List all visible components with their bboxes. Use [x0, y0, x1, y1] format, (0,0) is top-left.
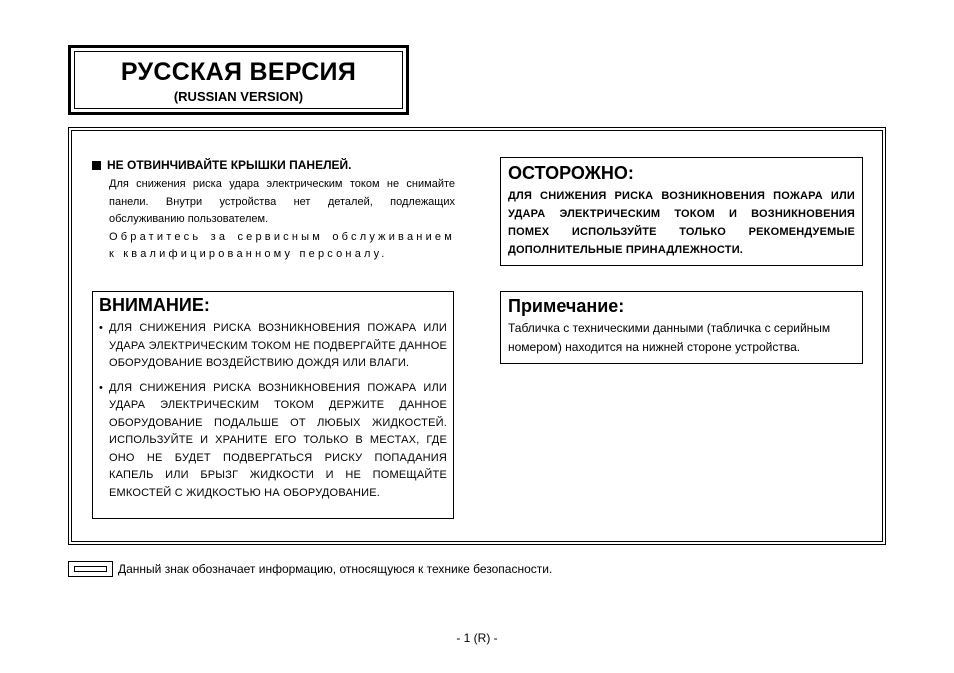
attention-item-text: ДЛЯ СНИЖЕНИЯ РИСКА ВОЗНИКНОВЕНИЯ ПОЖАРА ИЛИ УДАРА ЭЛЕКТРИЧЕСКИМ ТОКОМ ДЕРЖИТЕ ДАННОЕ ОБОРУДОВАНИЕ ПОДАЛЬШЕ ОТ ЛЮБЫХ ЖИДКОСТЕЙ. ИСПОЛЬЗУЙТЕ И ХРАНИТЕ ЕГО ТОЛЬКО В МЕСТАХ, ГДЕ ОНО НЕ БУДЕТ ПОДВЕРГАТЬСЯ РИСКУ ПОПАДАНИЯ КАПЕЛЬ ИЛИ БРЫЗГ ЖИДКОСТИ И НЕ ПОМЕЩАЙТЕ ЕМКОСТЕЙ С ЖИДКОСТЬЮ НА ОБОРУДОВАНИЕ.: [109, 381, 447, 499]
safety-symbol-icon: [68, 561, 113, 577]
panel-warning-paragraph-1: Для снижения риска удара электрическим током не снимайте панели. Внутри устройства нет деталей, подлежащих обслуживанию пользователем.: [109, 178, 455, 225]
note-title: Примечание:: [508, 296, 625, 316]
attention-title: ВНИМАНИЕ:: [99, 295, 210, 315]
bullet-icon: •: [99, 381, 104, 394]
safety-legend: [68, 561, 552, 577]
title-inner-border: [74, 51, 403, 109]
bullet-icon: •: [99, 322, 104, 334]
note-box: [500, 291, 863, 364]
legend-text: Данный знак обозначает информацию, относящуюся к технике безопасности.: [118, 562, 553, 576]
panel-warning-body: [109, 176, 455, 264]
attention-box: [92, 291, 454, 519]
panel-warning-heading: [92, 157, 455, 173]
caution-text: ДЛЯ СНИЖЕНИЯ РИСКА ВОЗНИКНОВЕНИЯ ПОЖАРА ИЛИ УДАРА ЭЛЕКТРИЧЕСКИМ ТОКОМ И ВОЗНИКНОВЕНИЯ ПОМЕХ ИСПОЛЬЗУЙТЕ ТОЛЬКО РЕКОМЕНДУЕМЫЕ ДОПОЛНИТЕЛЬНЫЕ ПРИНАДЛЕЖНОСТИ.: [508, 190, 855, 256]
page-title: РУССКАЯ ВЕРСИЯ: [120, 58, 357, 86]
attention-item-text: ДЛЯ СНИЖЕНИЯ РИСКА ВОЗНИКНОВЕНИЯ ПОЖАРА ИЛИ УДАРА ЭЛЕКТРИЧЕСКИМ ТОКОМ НЕ ПОДВЕРГАЙТЕ ДАННОЕ ОБОРУДОВАНИЕ ВОЗДЕЙСТВИЮ ДОЖДЯ ИЛИ ВЛАГИ.: [109, 322, 447, 369]
attention-item: [99, 380, 447, 503]
attention-item: [99, 320, 447, 373]
note-text: Табличка с техническими данными (табличка с серийным номером) находится на нижней стороне устройства.: [508, 321, 831, 354]
caution-box: [500, 157, 863, 266]
page-subtitle: (RUSSIAN VERSION): [173, 89, 304, 104]
attention-list: [99, 320, 447, 502]
panel-warning-paragraph-2: Обратитесь за сервисным обслуживанием к квалифицированному персоналу.: [109, 230, 455, 260]
panel-warning-heading-text: НЕ ОТВИНЧИВАЙТЕ КРЫШКИ ПАНЕЛЕЙ.: [107, 158, 352, 172]
caution-title: ОСТОРОЖНО:: [508, 163, 634, 183]
page-number: - 1 (R) -: [456, 631, 498, 645]
panel-warning: [92, 157, 455, 264]
square-bullet-icon: [92, 161, 101, 170]
title-box: [68, 45, 409, 115]
